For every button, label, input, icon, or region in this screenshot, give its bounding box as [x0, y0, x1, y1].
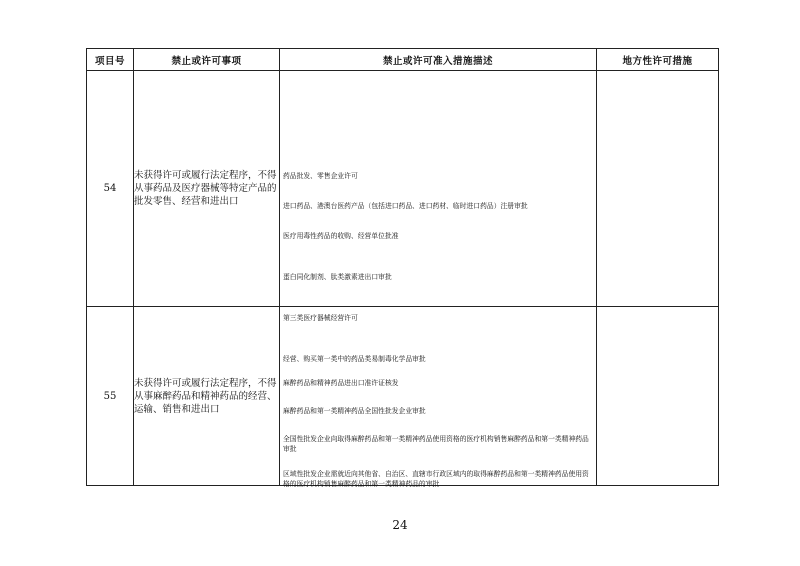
measure-item: 麻醉药品和第一类精神药品全国性批发企业审批	[283, 407, 426, 415]
measure-list	[280, 307, 597, 486]
header-local-measures: 地方性许可措施	[597, 49, 719, 71]
matter-text: 未获得许可或履行法定程序，不得从事药品及医疗器械等特定产品的批发零售、经营和进出口	[134, 71, 280, 307]
local-measures-cell	[597, 307, 719, 486]
measure-item: 经营、购买第一类中的药品类易制毒化学品审批	[283, 354, 426, 363]
table-row	[87, 71, 719, 307]
permit-table	[86, 48, 719, 486]
measure-item: 麻醉药品和精神药品进出口准许证核发	[283, 379, 399, 387]
header-matter: 禁止或许可事项	[134, 49, 280, 71]
measure-item: 全国性批发企业向取得麻醉药品和第一类精神药品使用资格的医疗机构销售麻醉药品和第一类精神药品审批	[283, 435, 589, 453]
page-number: 24	[392, 518, 408, 532]
measure-item: 药品批发、零售企业许可	[283, 171, 358, 180]
local-measures-cell	[597, 71, 719, 307]
measure-item: 区域性批发企业需就近向其他省、自治区、直辖市行政区域内的取得麻醉药品和第一类精神药品使用资格的医疗机构销售麻醉药品和第一类精神药品的审批	[283, 470, 589, 488]
item-number: 54	[87, 71, 134, 307]
item-number: 55	[87, 307, 134, 486]
measure-item: 医疗用毒性药品的收购、经营单位批准	[283, 231, 399, 240]
measure-item: 蛋白同化制剂、肽类激素进出口审批	[283, 272, 392, 281]
header-measure-description: 禁止或许可准入措施描述	[280, 49, 597, 71]
measure-item: 第三类医疗器械经营许可	[283, 313, 358, 322]
table-row	[87, 307, 719, 486]
matter-text: 未获得许可或履行法定程序，不得从事麻醉药品和精神药品的经营、运输、销售和进出口	[134, 307, 280, 486]
table-header-row	[87, 49, 719, 71]
header-item-number: 项目号	[87, 49, 134, 71]
measure-item: 进口药品、港澳台医药产品（包括进口药品、进口药材、临时进口药品）注册审批	[283, 201, 528, 210]
measure-list	[280, 71, 597, 363]
